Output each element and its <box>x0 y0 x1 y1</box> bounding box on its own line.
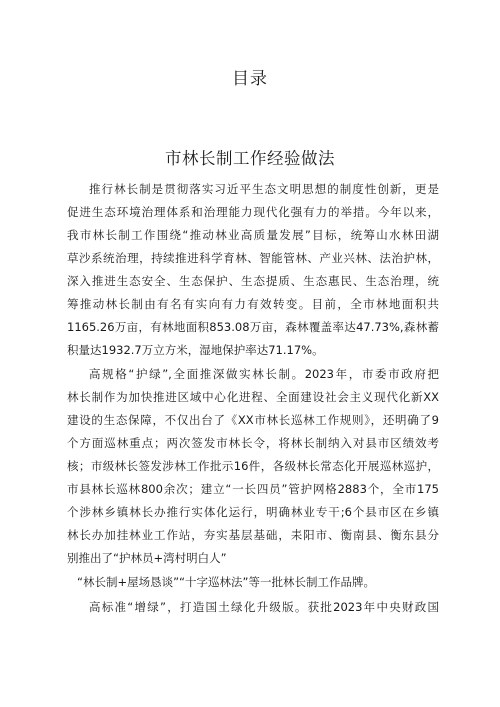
paragraph-line: 我市林长制工作围绕“推动林业高质量发展”目标，统筹山水林田湖 <box>67 228 439 242</box>
paragraph-line: 个方面巡林重点；两次签发市林长令，将林长制纳入对县市区绩效考 <box>67 436 439 450</box>
paragraph-line: 林长制作为加快推进区域中心化进程、全面建设社会主义现代化新XX <box>67 390 439 404</box>
paragraph-line: 高规格“护绿”,全面推深做实林长制。2023年，市委市政府把 <box>89 367 439 381</box>
paragraph-line: 别推出了“护林员+湾村明白人” <box>67 551 227 565</box>
paragraph-line: 促进生态环境治理体系和治理能力现代化强有力的举措。今年以来， <box>67 205 439 219</box>
paragraph-line: 推行林长制是贯彻落实习近平生态文明思想的制度性创新，更是 <box>89 182 439 196</box>
paragraph-line: 深入推进生态安全、生态保护、生态提质、生态惠民、生态治理，统 <box>67 274 439 288</box>
paragraph-line: 市县林长巡林800余次；建立“一长四员”管护网格2883个，全市175 <box>67 482 439 496</box>
toc-heading: 目录 <box>232 69 268 89</box>
paragraph-line: 积量达1932.7万立方米，湿地保护率达71.17%。 <box>67 343 324 357</box>
paragraph-line: 建设的生态保障，不仅出台了《XX市林长巡林工作规则》，还明确了9 <box>67 413 439 427</box>
paragraph-line: 核；市级林长签发涉林工作批示16件，各级林长常态化开展巡林巡护， <box>67 459 439 473</box>
paragraph-line: 林长办加挂林业工作站，夯实基层基础，耒阳市、衡南县、衡东县分 <box>67 528 439 542</box>
paragraph-line: 草沙系统治理，持续推进科学育林、智能管林、产业兴林、法治护林， <box>67 251 439 265</box>
paragraph-line: 筹推动林长制由有名有实向有力有效转变。目前，全市林地面积共 <box>67 297 439 311</box>
paragraph-line: 高标准“增绿”，打造国土绿化升级版。获批2023年中央财政国 <box>89 600 439 614</box>
article-title: 市林长制工作经验做法 <box>165 149 335 168</box>
paragraph-line: “林长制+屋场恳谈”“十字巡林法”等一批林长制工作品牌。 <box>77 575 375 589</box>
paragraph-line: 个涉林乡镇林长办推行实体化运行，明确林业专干;6个县市区在乡镇 <box>67 505 439 519</box>
paragraph-line: 1165.26万亩，有林地面积853.08万亩，森林覆盖率达47.73%,森林蓄 <box>67 320 439 334</box>
